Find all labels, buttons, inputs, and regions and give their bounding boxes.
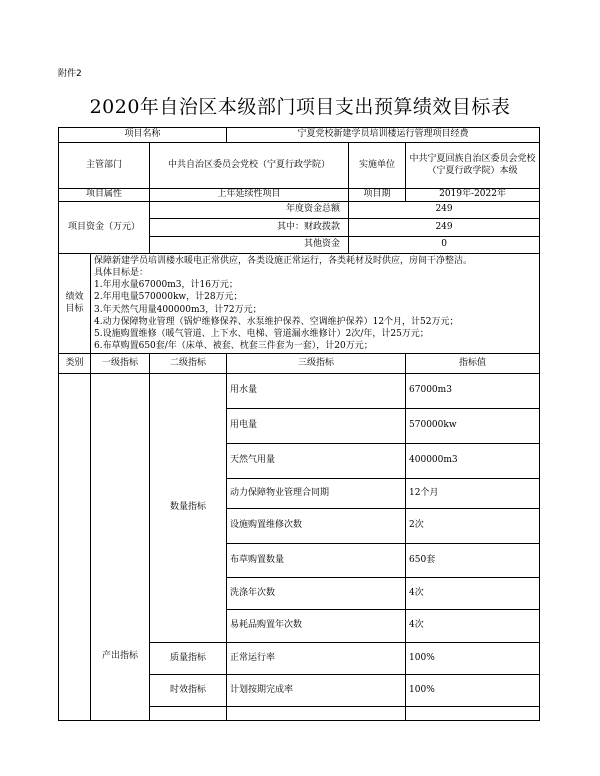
level3-name: 易耗品购置年次数: [227, 610, 406, 643]
attribute-value: 上年延续性项目: [150, 189, 349, 202]
indicator-value: 4次: [406, 578, 540, 610]
level3-name: 天然气用量: [227, 444, 406, 479]
impl-unit-label: 实施单位: [349, 143, 406, 189]
table-row: [59, 374, 540, 409]
fiscal-funds-label: 其中：财政拨款: [150, 219, 349, 237]
level3-name: 洗涤年次数: [227, 578, 406, 610]
row-funds-annual: [59, 202, 540, 219]
goals-label: 绩效目标: [59, 254, 91, 354]
funds-label: 项目资金（万元）: [59, 202, 150, 254]
indicator-value: 67000m3: [406, 374, 540, 409]
department-value: 中共自治区委员会党校（宁夏行政学院）: [150, 143, 349, 189]
goal-line: 3.年天然气用量400000m3，计72万元；: [94, 304, 262, 315]
annual-funds-label: 年度资金总额: [150, 202, 349, 219]
goal-line: 1.年用水量67000m3，计16万元；: [94, 280, 238, 291]
header-level2: 二级指标: [150, 354, 227, 374]
level2-time: 时效指标: [150, 675, 227, 707]
header-level3: 三级指标: [227, 354, 406, 374]
indicator-value: 4次: [406, 610, 540, 643]
goal-line: 5.设施购置维修（暖气管道、上下水、电梯、管道漏水维修计）2次/年，计25万元；: [94, 328, 429, 339]
level3-name: 用水量: [227, 374, 406, 409]
category-cell: [59, 374, 91, 721]
level3-name: 用电量: [227, 409, 406, 444]
indicator-value: 100%: [406, 675, 540, 707]
row-attribute: [59, 189, 540, 202]
row-project-name: [59, 128, 540, 143]
attribute-label: 项目属性: [59, 189, 150, 202]
other-funds-value: 0: [349, 237, 540, 254]
level1-output: 产出指标: [91, 374, 150, 721]
indicator-value: 570000kw: [406, 409, 540, 444]
period-value: 2019年-2022年: [406, 189, 540, 202]
level3-name: 正常运行率: [227, 643, 406, 675]
row-goals: [59, 254, 540, 354]
fiscal-funds-value: 249: [349, 219, 540, 237]
empty-cell: [150, 707, 227, 721]
level3-name: 布草购置数量: [227, 544, 406, 578]
indicator-value: 650套: [406, 544, 540, 578]
annual-funds-value: 249: [349, 202, 540, 219]
indicator-value: 400000m3: [406, 444, 540, 479]
header-level1: 一级指标: [91, 354, 150, 374]
period-label: 项目期: [349, 189, 406, 202]
level3-name: 动力保障物业管理合同期: [227, 479, 406, 509]
level2-quantity: 数量指标: [150, 374, 227, 643]
goal-line: 4.动力保障物业管理（锅炉维修保养、水泵维护保养、空调维护保养）12个月，计52万元；: [94, 316, 459, 327]
goal-line: 2.年用电量570000kw，计28万元；: [94, 292, 243, 303]
indicator-value: 2次: [406, 509, 540, 544]
row-department: [59, 143, 540, 189]
performance-goal-table: [58, 127, 540, 721]
empty-cell: [406, 707, 540, 721]
impl-unit-value: 中共宁夏回族自治区委员会党校（宁夏行政学院）本级: [406, 143, 540, 189]
page-title: 2020年自治区本级部门项目支出预算绩效目标表: [89, 96, 511, 118]
other-funds-label: 其他资金: [150, 237, 349, 254]
goal-line: 6.布草购置650套/年（床单、被套、枕套三件套为一套），计20万元；: [94, 340, 373, 351]
header-category: 类别: [59, 354, 91, 374]
indicator-value: 12个月: [406, 479, 540, 509]
goal-line: 具体目标是：: [94, 268, 149, 279]
indicator-value: 100%: [406, 643, 540, 675]
level2-quality: 质量指标: [150, 643, 227, 675]
header-value: 指标值: [406, 354, 540, 374]
level3-name: 设施购置维修次数: [227, 509, 406, 544]
row-indicator-headers: [59, 354, 540, 374]
department-label: 主管部门: [59, 143, 150, 189]
project-name-label: 项目名称: [59, 128, 227, 143]
level3-name: 计划按期完成率: [227, 675, 406, 707]
empty-cell: [227, 707, 406, 721]
goal-line: 保障新建学员培训楼水暖电正常供应，各类设施正常运行，各类耗材及时供应，房间干净整洁。: [94, 256, 473, 267]
goals-text: [91, 254, 540, 354]
project-name-value: 宁夏党校新建学员培训楼运行管理项目经费: [227, 128, 540, 143]
attachment-label: 附件2: [58, 69, 82, 79]
